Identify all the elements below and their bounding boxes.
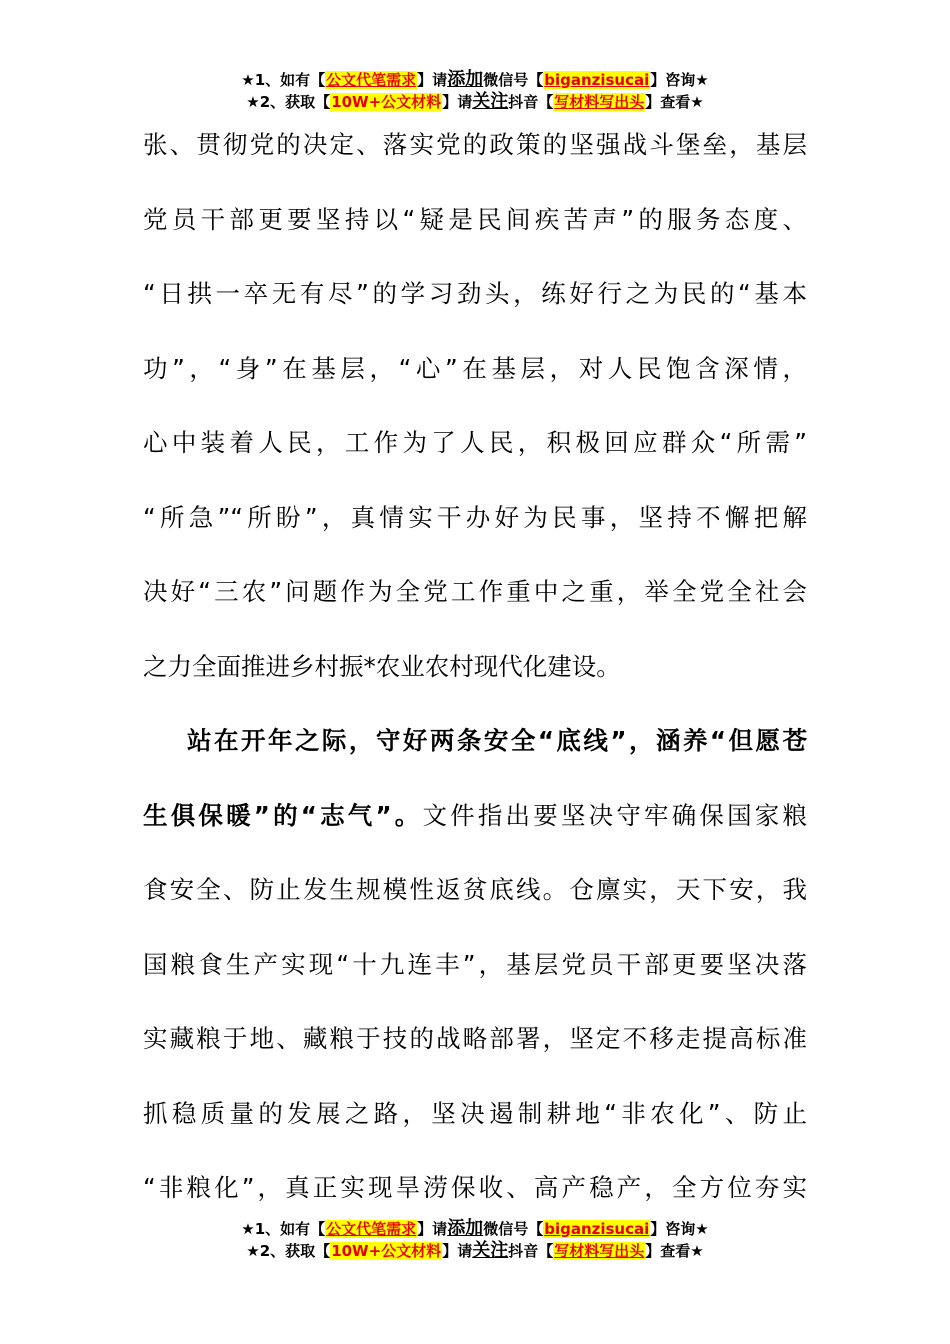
section-heading: 站在开年之际，守好两条安全“底线”，涵养“但愿苍 [187, 726, 807, 755]
banner-text: 】查看★ [645, 93, 704, 111]
banner-text: 】请 [442, 1242, 473, 1260]
body-line: 党员干部更要坚持以“疑是民间疾苦声”的服务态度、 [143, 204, 807, 234]
body-line [143, 796, 807, 871]
banner-text: 微信号【 [483, 71, 544, 89]
wechat-id-highlight: biganzisucai [544, 1220, 650, 1238]
banner-highlight: 公文代笔需求 [326, 71, 417, 89]
body-line: “非粮化”，真正实现旱涝保收、高产稳产，全方位夯实 [143, 1173, 807, 1202]
douyin-id-highlight: 写材料写出头 [554, 1242, 645, 1260]
banner-emphasis: 关注 [472, 91, 509, 112]
banner-emphasis: 添加 [447, 69, 484, 90]
body-text: 文件指出要坚决守牢确保国家粮 [422, 800, 808, 830]
body-line: 之力全面推进乡村振*农业农村现代化建设。 [143, 651, 621, 681]
body-line: 国粮食生产实现“十九连丰”，基层党员干部更要坚决落 [143, 949, 807, 979]
header-banner-line-1 [0, 69, 950, 91]
body-line: “日拱一卒无有尽”的学习劲头，练好行之为民的“基本 [143, 279, 807, 308]
body-line: 心中装着人民，工作为了人民，积极回应群众“所需” [143, 428, 807, 457]
banner-highlight: 公文代笔需求 [326, 1220, 417, 1238]
footer-banner-line-2 [0, 1240, 950, 1262]
body-line: 功”，“身”在基层，“心”在基层，对人民饱含深情， [143, 353, 807, 383]
footer-banner-line-1 [0, 1218, 950, 1240]
banner-text: 】咨询★ [650, 71, 709, 89]
header-banner-line-2 [0, 91, 950, 113]
banner-text: 抖音【 [508, 93, 554, 111]
body-line: 实藏粮于地、藏粮于技的战略部署，坚定不移走提高标准 [143, 1024, 807, 1053]
banner-text: 】请 [417, 71, 448, 89]
banner-highlight: 10W+公文材料 [331, 1242, 442, 1260]
banner-text: 】咨询★ [650, 1220, 709, 1238]
body-line: 决好“三农”问题作为全党工作重中之重，举全党全社会 [143, 577, 807, 606]
body-line: 食安全、防止发生规模性返贫底线。仓廪实，天下安，我 [143, 875, 807, 904]
footer-banner [0, 1218, 950, 1262]
banner-text: ★2、获取【 [246, 93, 331, 111]
header-banner [0, 69, 950, 113]
douyin-id-highlight: 写材料写出头 [554, 93, 645, 111]
document-body [143, 125, 807, 1243]
banner-text: ★1、如有【 [241, 71, 326, 89]
banner-text: 微信号【 [483, 1220, 544, 1238]
banner-text: ★1、如有【 [241, 1220, 326, 1238]
banner-emphasis: 关注 [472, 1240, 509, 1261]
body-line: 张、贯彻党的决定、落实党的政策的坚强战斗堡垒，基层 [143, 130, 807, 159]
banner-highlight: 10W+公文材料 [331, 93, 442, 111]
banner-text: 】查看★ [645, 1242, 704, 1260]
banner-text: 】请 [417, 1220, 448, 1238]
body-line: 抓稳质量的发展之路，坚决遏制耕地“非农化”、防止 [143, 1098, 807, 1128]
body-line: “所急”“所盼”，真情实干办好为民事，坚持不懈把解 [143, 502, 807, 532]
banner-text: 抖音【 [508, 1242, 554, 1260]
banner-emphasis: 添加 [447, 1218, 484, 1239]
banner-text: 】请 [442, 93, 473, 111]
banner-text: ★2、获取【 [246, 1242, 331, 1260]
section-heading-line [143, 721, 807, 796]
wechat-id-highlight: biganzisucai [544, 71, 650, 89]
section-heading-end: 生俱保暖”的“志气”。 [143, 800, 423, 830]
